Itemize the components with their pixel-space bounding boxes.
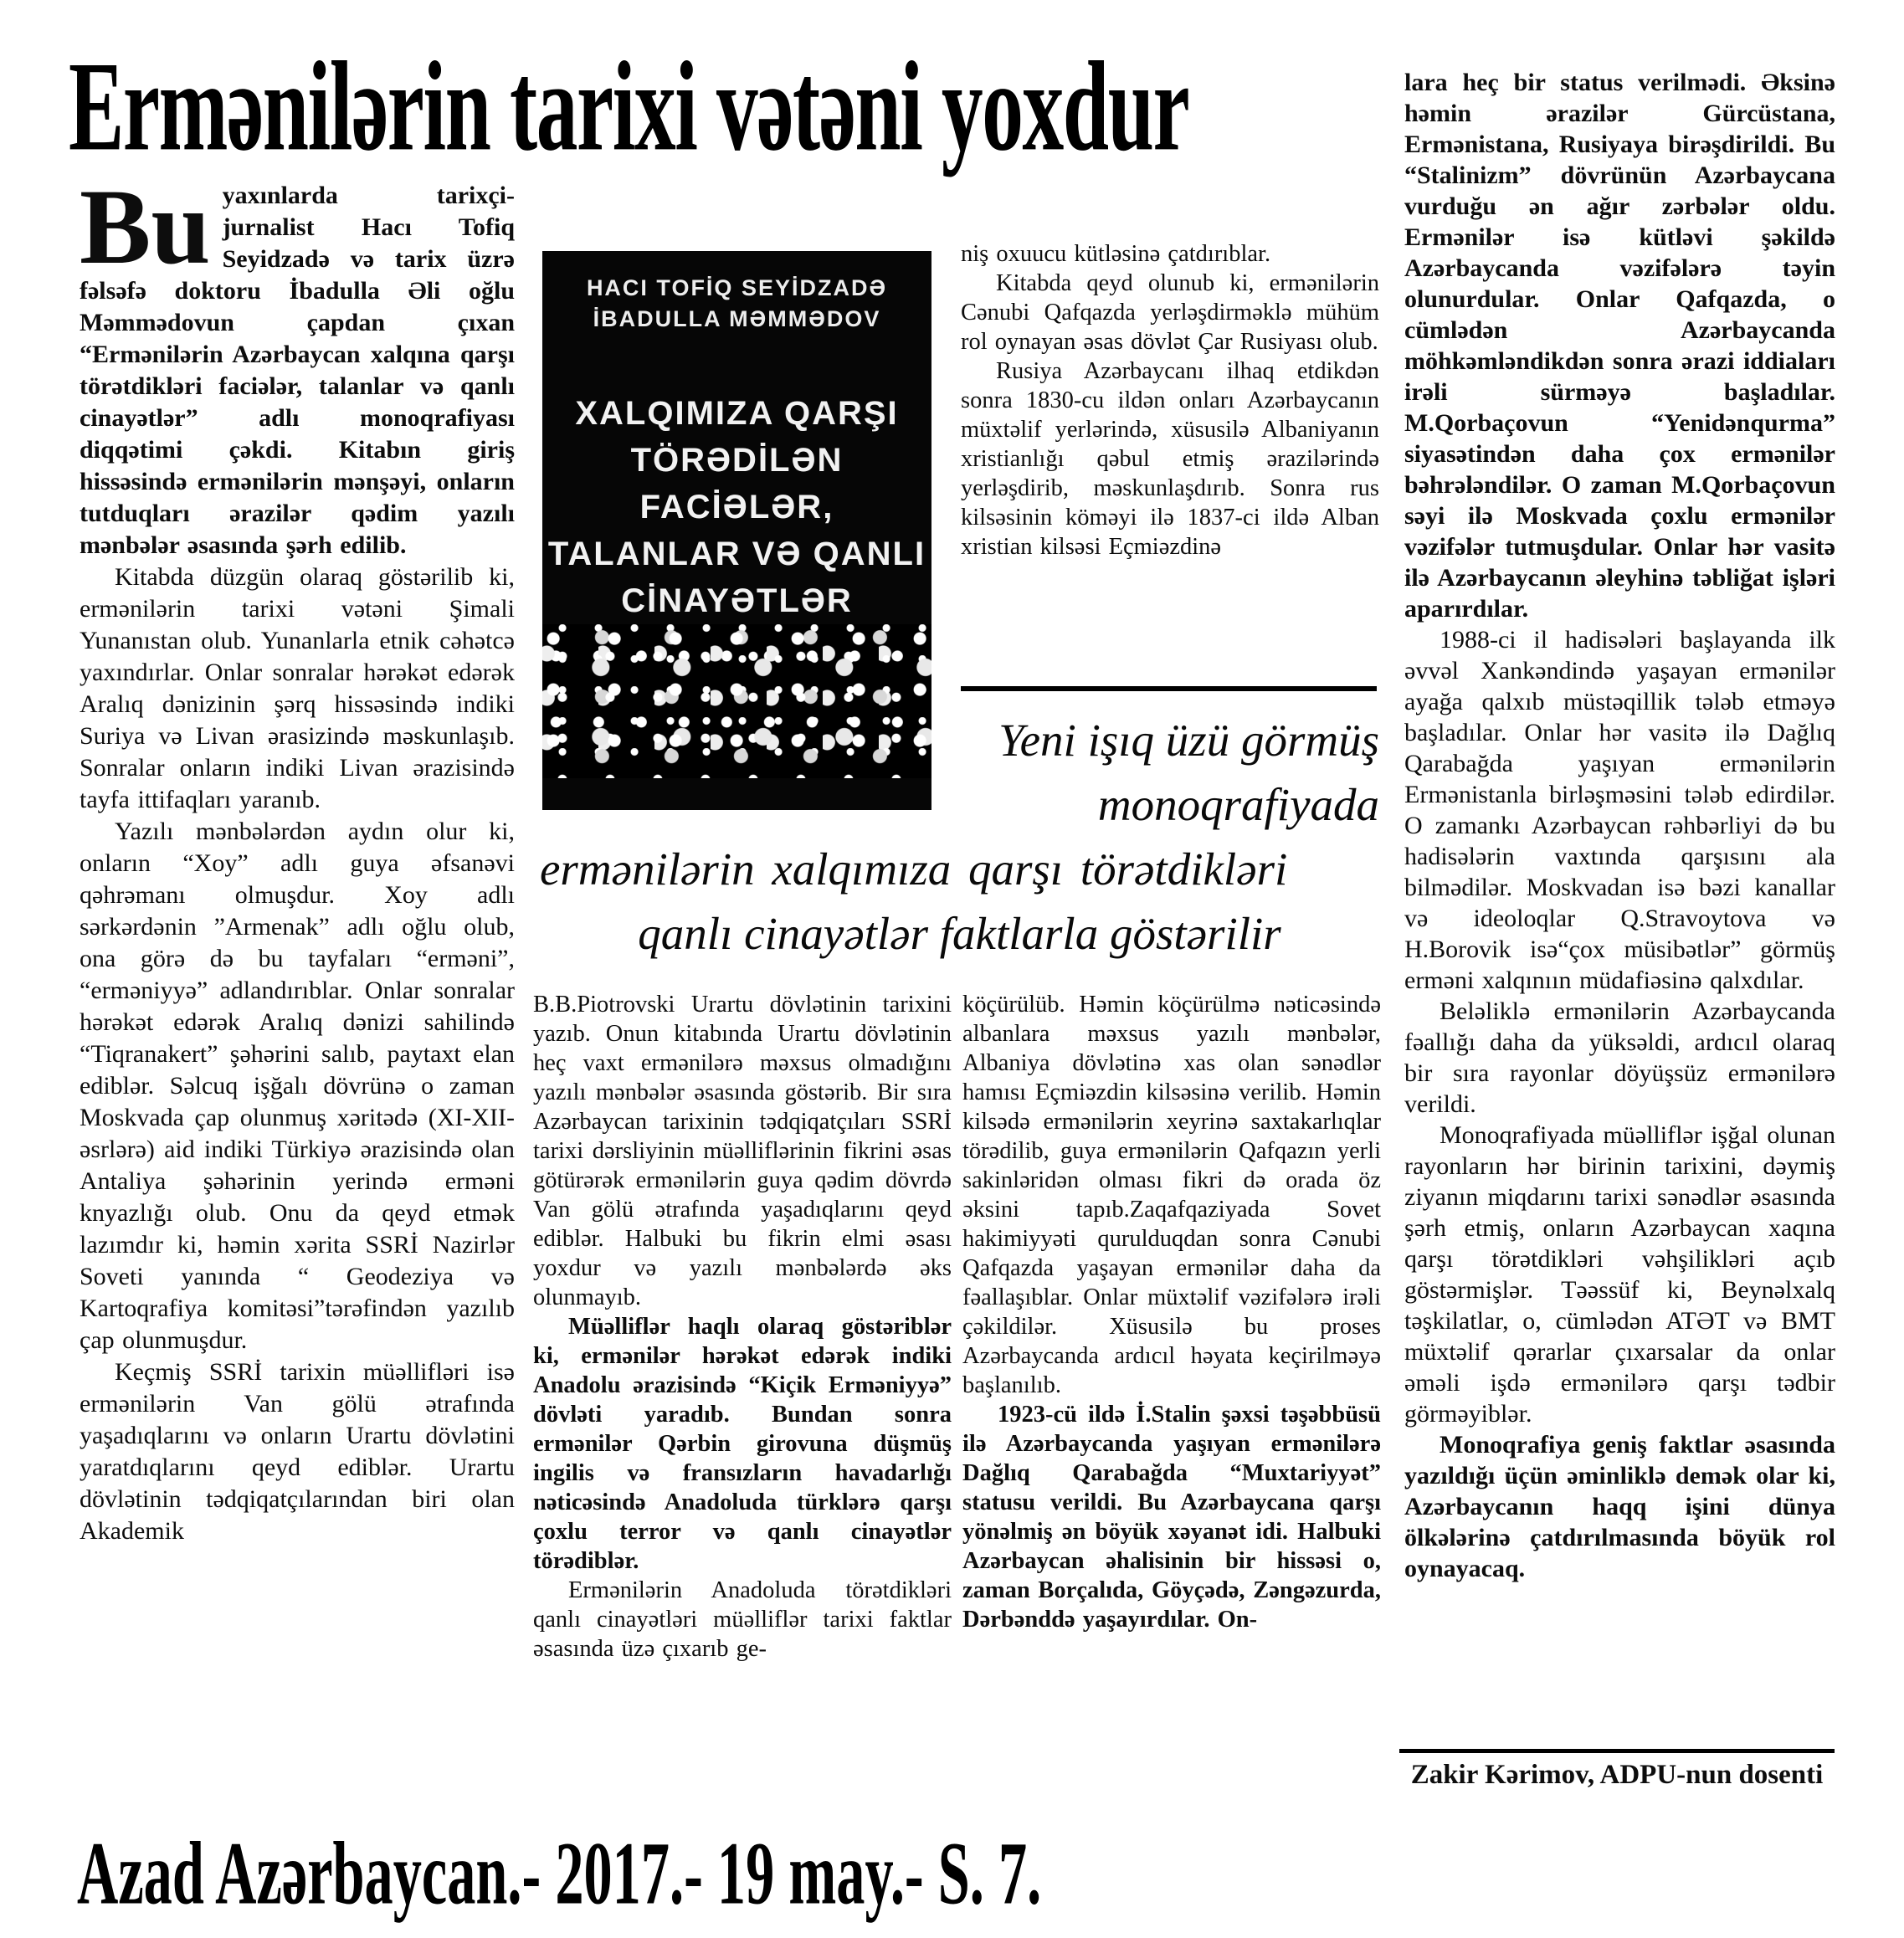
paragraph: Kitabda qeyd olunub ki, ermənilərin Cənubi Qafqazda yerləşdirməklə mühüm rol oynayan əsas dövlət Çar Rusiyası olub. (961, 270, 1379, 355)
column-3-top (961, 239, 1379, 683)
paragraph: Müəlliflər haqlı olaraq göstəriblər ki, ermənilər hərəkət edərək indiki Anadolu ərazisində “Kiçik Erməniyyə” dövləti yaradıb. Bundan sonra ermənilər Qərbin girovuna düşmüş ingilis və fransızların havadarlığı nəticəsində Anadoluda türklərə qarşı çoxlu terror və qanlı cinayətlər törədiblər. (533, 1314, 952, 1574)
book-cover-title (542, 390, 931, 624)
byline: Zakir Kərimov, ADPU-nun dosenti (1410, 1760, 1824, 1790)
footer-citation: Azad Azərbaycan.- 2017.- 19 may.- S. 7. (77, 1824, 1042, 1924)
byline-rule (1399, 1749, 1835, 1753)
paragraph: Yazılı mənbələrdən aydın olur ki, onların “Xoy” adlı guya əfsanəvi qəhrəmanı olmuşdur. Xoy adlı sərkərdənin ”Armenak” adlı oğlu olub, ona görə də bu tayfaları “erməni”, “erməniyyə” adlandırıblar. Onlar sonralar hərəkət edərək Aralıq dənizi sahilində “Tiqranakert” şəhərini salıb, paytaxt elan ediblər. Səlcuq işğalı dövrünə o zaman Moskvada çap olunmuş xəritədə (XI-XII-əsrlərə) aid indiki Türkiyə ərazisində olan Antaliya şəhərinin yerində erməni knyazlığı olub. Onu da qeyd etmək lazımdır ki, həmin xərita SSRİ Nazirlər Soveti yanında “ Geodeziya və Kartoqrafiya komitəsi”tərəfindən yazılıb çap olunmuşdur. (80, 818, 515, 1354)
book-cover-author: HACI TOFİQ SEYİDZADƏ (586, 275, 888, 300)
paragraph: Keçmiş SSRİ tarixin müəllifləri isə ermənilərin Van gölü ətrafında yaşadıqlarını və onların Urartu dövlətini yaratdıqlarını qeyd ediblər. Urartu dövlətinin tədqiqatçılarından biri olan Akademik (80, 1358, 515, 1545)
paragraph: Kitabda düzgün olaraq göstərilib ki, ermənilərin tarixi vətəni Şimali Yunanıstan olub. Yunanlarla etnik cəhətcə yaxındırlar. Onlar sonralar hərəkət edərək Aralıq dənizinin şərq hissəsində indiki Suriya və Livan ərasizində məskunlaşıb. Sonralar onların indiki Livan ərazisində tayfa ittifaqları yaranıb. (80, 563, 515, 813)
paragraph: Beləliklə ermənilərin Azərbaycanda fəallığı daha da yüksəldi, ardıcıl olaraq bir sıra rayonlar döyüşsüz ermənilərə verildi. (1404, 997, 1835, 1118)
column-3-bottom (962, 990, 1381, 1749)
pull-quote (540, 708, 1379, 966)
paragraph: Monoqrafiyada müəlliflər işğal olunan rayonların hər birinin tarixini, dəymiş ziyanın miqdarını tarixi sənədlər əsasında şərh etmiş, onların Azərbaycan xaqına qarşı törətdikləri vəhşilikləri açıb göstərmişlər. Təəssüf ki, Beynəlxalq təşkilatlar, o, cümlədən ATƏT və BMT müxtəlif qərarlar çıxarsalar da onlar əməli işdə ermənilərə qarşı tədbir görməyiblər. (1404, 1121, 1835, 1428)
book-cover-author: İBADULLA MƏMMƏDOV (593, 306, 881, 331)
paragraph: Monoqrafiya geniş faktlar əsasında yazıldığı üçün əminliklə demək olar ki, Azərbaycanın haqq işini dünya ölkələrinə çatdırılmasında böyük rol oynayacaq. (1404, 1431, 1835, 1582)
pull-quote-line: Yeni işıq üzü görmüş (998, 715, 1379, 766)
column-1 (80, 180, 515, 1753)
column-2-bottom (533, 990, 952, 1749)
book-cover-title-line: XALQIMIZA QARŞI TÖRƏDİLƏN (575, 395, 899, 479)
paragraph: B.B.Piotrovski Urartu dövlətinin tarixini yazıb. Onun kitabında Urartu dövlətinin heç vaxt ermənilərə məxsus olmadığını yazılı mənbələr əsasında göstərib. Bir sıra Azərbaycan tarixinin tədqiqatçıları SSRİ tarixi dərsliyinin müəlliflərinin fikrini əsas götürərək ermənilərin guya qədim dövrdə Van gölü ətrafında yaşadıqlarını qeyd ediblər. Halbuki bu fikrin elmi əsası yoxdur və yazılı mənbələrdə əks olunmayıb. (533, 992, 952, 1310)
paragraph: 1923-cü ildə İ.Stalin şəxsi təşəbbüsü ilə Azərbaycanda yaşıyan ermənilərə Dağlıq Qarabağda “Muxtariyyət” statusu verildi. Bu Azərbaycana qarşı yönəlmiş ən böyük xəyanət idi. Halbuki Azərbaycan əhalisinin bir hissəsi o, zaman Borçalıda, Göyçədə, Zəngəzurda, Dərbənddə yaşayırdılar. On- (962, 1402, 1381, 1633)
paragraph: niş oxuucu kütləsinə çatdırıblar. (961, 241, 1271, 267)
pull-quote-line: qanlı cinayətlər faktlarla göstərilir (638, 908, 1281, 959)
paragraph-text: yaxınlarda tarixçi-jurnalist Hacı Tofiq Seyidzadə və tarix üzrə fəlsəfə doktoru İbadulla Əli oğlu Məmmədovun çapdan çıxan “Ermənilərin Azərbaycan xalqına qarşı törətdikləri faciələr, talanlar və qanlı cinayətlər” adlı monoqrafiyası diqqətimi çəkdi. Kitabın giriş hissəsində ermənilərin mənşəyi, onların tutduqları ərazilər qədim yazılı mənbələr əsasında şərh edilib. (80, 182, 515, 559)
lead-paragraph (80, 180, 515, 561)
book-cover-authors (587, 273, 887, 335)
drop-cap: Bu (80, 180, 211, 286)
paragraph: Ermənilərin Anadoluda törətdikləri qanlı cinayətləri müəlliflər tarixi faktlar əsasında üzə çıxarıb ge- (533, 1577, 952, 1662)
pull-quote-line: ermənilərin xalqımıza qarşı törətdikləri (540, 843, 1288, 895)
paragraph: köçürülüb. Həmin köçürülmə nəticəsində albanlara məxsus yazılı mənbələr, Albaniya dövlətinə xas olan sənədlər hamısı Eçmiəzdin kilsəsinə verilib. Həmin kilsədə ermənilərin xeyrinə saxtakarlıqlar törədilib, guya ermənilərin Qafqazın yerli sakinləridən olması fikri də orada öz əksini tapıb.Zaqafqaziyada Sovet hakimiyyəti qurulduqdan sonra Cənubi Qafqazda yaşayan ermənilər daha da fəallaşıblar. Onlar müxtəlif vəzifələrə irəli çəkildilər. Xüsusilə bu proses Azərbaycanda ardıcıl həyata keçirilməyə başlanılıb. (962, 992, 1381, 1398)
book-cover-title-line: FACİƏLƏR, TALANLAR VƏ QANLI (547, 489, 926, 572)
pull-quote-line: monoqrafiyada (1097, 779, 1379, 830)
column-right (1404, 67, 1835, 1745)
pull-quote-rule (961, 686, 1377, 691)
paragraph: lara heç bir status verilmədi. Əksinə həmin ərazilər Gürcüstana, Ermənistana, Rusiyaya birəşdirildi. Bu “Stalinizm” dövrünün Azərbaycana vurduğu ən ağır zərbələr oldu. Ermənilər isə kütləvi şəkildə Azərbaycanda vəzifələrə təyin olunurdular. Onlar Qafqazda, o cümlədən Azərbaycanda möhkəmləndikdən sonra ərazi iddiaları irəli sürməyə başladılar. M.Qorbaçovun “Yenidənqurma” siyasətindən daha çox ermənilər bəhrələndilər. O zaman M.Qorbaçovun səyi ilə Moskvada çoxlu ermənilər vəzifələr tutmuşdular. Onlar hər vasitə ilə Azərbaycanın əleyhinə təbliğat işləri aparırdılar. (1404, 69, 1835, 623)
paragraph: Rusiya Azərbaycanı ilhaq etdikdən sonra 1830-cu ildən onları Azərbaycanın müxtəlif yerlərində, xüsusilə Albaniyanın xristianlığı qəbul etmiş ərazilərində yerləşdirib, məskunlaşdırıb. Sonra rus kilsəsinin köməyi ilə 1837-ci ildə Alban xristian kilsəsi Eçmiəzdinə (961, 358, 1379, 560)
paragraph: 1988-ci il hadisələri başlayanda ilk əvvəl Xankəndində yaşayan ermənilər ayağa qalxıb müstəqillik tələb etməyə başladılar. Onlar hər vasitə ilə Dağlıq Qarabağda yaşıyan ermənilərin Ermənistanla birləşməsini tələb edirdilər. O zamankı Azərbaycan rəhbərliyi də bu hadisələrin vaxtında qarşısını ala bilmədilər. Moskvadan isə bəzi kanallar və ideoloqlar Q.Stravoytova və H.Borovik isə“çox müsibətlər” görmüş erməni xalqınıın müdafiəsinə qalxdılar. (1404, 626, 1835, 994)
book-cover-title-line: CİNAYƏTLƏR (621, 582, 853, 619)
article-headline: Ermənilərin tarixi vətəni yoxdur (69, 34, 1189, 177)
